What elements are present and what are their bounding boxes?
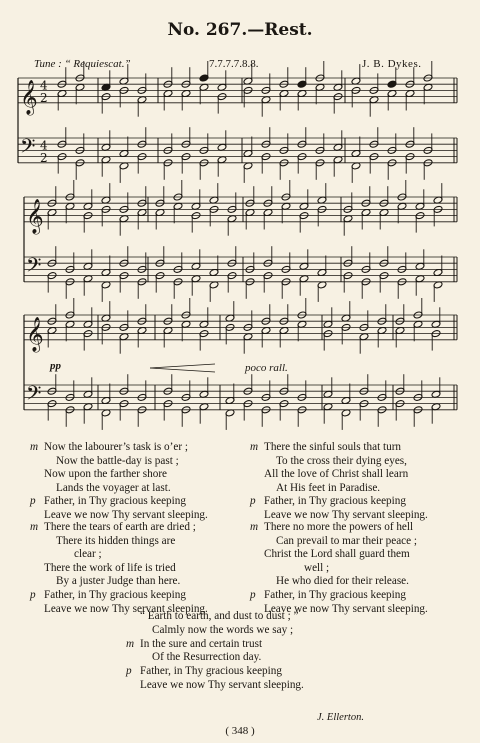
verse-text: Father, in Thy gracious keeping bbox=[264, 588, 406, 601]
verse-text: Father, in Thy gracious keeping bbox=[264, 495, 406, 508]
treble-clef: 𝄞 bbox=[26, 316, 44, 352]
verse-text: Leave we now Thy servant sleeping. bbox=[264, 602, 428, 615]
dynamic-mark: m bbox=[30, 521, 39, 533]
verse-line bbox=[30, 482, 242, 496]
verse-line bbox=[250, 521, 462, 535]
verse-text: Leave we now Thy servant sleeping. bbox=[44, 508, 208, 521]
verse-text: There no more the powers of hell bbox=[264, 521, 414, 533]
time-signature-top: 4 bbox=[40, 138, 48, 153]
verse-line bbox=[30, 455, 242, 469]
verse-text: There the work of life is tried bbox=[44, 561, 176, 574]
time-signature-bottom: 2 bbox=[40, 150, 48, 165]
verse-line bbox=[250, 455, 462, 469]
verse-line bbox=[250, 589, 462, 603]
page-number: ( 348 ) bbox=[225, 725, 255, 737]
metre: 7.7.7.7.8.8. bbox=[209, 58, 259, 70]
bass-clef: 𝄢 bbox=[26, 381, 42, 410]
dynamic-mark: p bbox=[30, 495, 36, 508]
verse-text: He who died for their release. bbox=[276, 575, 409, 588]
verse-text: At His feet in Paradise. bbox=[276, 481, 381, 494]
time-signature-top: 4 bbox=[40, 78, 48, 93]
verse-text: All the love of Christ shall learn bbox=[264, 468, 409, 481]
dynamic-mark: p bbox=[250, 588, 256, 601]
verse-text: Of the Resurrection day. bbox=[152, 651, 262, 664]
dynamic-mark: p bbox=[250, 495, 256, 508]
verse-text: Now the labourer’s task is o’er ; bbox=[44, 441, 188, 453]
verse-4 bbox=[250, 521, 462, 616]
verse-text: Father, in Thy gracious keeping bbox=[44, 495, 186, 508]
verse-2 bbox=[30, 521, 242, 616]
dynamic-mark: m bbox=[126, 637, 135, 650]
composer: J. B. Dykes. bbox=[362, 58, 422, 70]
verse-line bbox=[250, 482, 462, 496]
verse-text: There its hidden things are bbox=[56, 534, 176, 547]
verse-1 bbox=[30, 441, 242, 523]
dynamic-pp: pp bbox=[50, 360, 61, 372]
verse-line bbox=[250, 562, 462, 576]
verse-text: To the cross their dying eyes, bbox=[276, 454, 407, 467]
verse-text: “ Earth to earth, and dust to dust ; ” bbox=[140, 610, 299, 622]
verse-text: Father, in Thy gracious keeping bbox=[140, 665, 282, 678]
tune-label: Tune : bbox=[34, 58, 62, 70]
verse-line bbox=[140, 651, 304, 665]
verse-line bbox=[30, 495, 242, 509]
verse-text: Leave we now Thy servant sleeping. bbox=[44, 602, 208, 615]
verse-5 bbox=[126, 610, 304, 693]
verse-line bbox=[250, 441, 462, 455]
verse-text: Lands the voyager at last. bbox=[56, 481, 171, 494]
verse-text: In the sure and certain trust bbox=[140, 637, 263, 650]
verse-text: clear ; bbox=[74, 548, 102, 561]
verse-line bbox=[140, 624, 304, 638]
dynamic-mark: p bbox=[30, 588, 36, 601]
verse-line bbox=[30, 575, 242, 589]
treble-clef: 𝄞 bbox=[20, 79, 38, 115]
verse-line bbox=[140, 679, 304, 693]
hymn-title: No. 267.—Rest. bbox=[167, 20, 313, 40]
verse-line bbox=[30, 521, 242, 535]
verse-text: Calmly now the words we say ; bbox=[152, 623, 294, 636]
hairpin bbox=[150, 368, 215, 372]
verse-text: Father, in Thy gracious keeping bbox=[44, 588, 186, 601]
verse-line bbox=[250, 468, 462, 482]
poco-rall: poco rall. bbox=[245, 362, 288, 374]
verse-text: There the tears of earth are dried ; bbox=[44, 521, 196, 533]
hairpin bbox=[150, 364, 215, 368]
verse-line bbox=[250, 575, 462, 589]
verse-text: Leave we now Thy servant sleeping. bbox=[264, 508, 428, 521]
verse-line bbox=[126, 637, 304, 652]
dynamic-mark: m bbox=[30, 441, 39, 453]
verse-line bbox=[250, 495, 462, 509]
dynamic-mark: p bbox=[126, 665, 132, 678]
verse-text: Can prevail to mar their peace ; bbox=[276, 534, 418, 547]
verse-line bbox=[30, 468, 242, 482]
bass-clef: 𝄢 bbox=[20, 134, 36, 163]
verse-text: By a juster Judge than here. bbox=[56, 575, 181, 588]
verse-line bbox=[30, 548, 242, 562]
verse-line bbox=[30, 441, 242, 455]
verse-line bbox=[30, 589, 242, 603]
verse-line bbox=[30, 535, 242, 549]
treble-clef: 𝄞 bbox=[26, 198, 44, 234]
verse-text: well ; bbox=[304, 561, 330, 574]
verse-3 bbox=[250, 441, 462, 523]
verse-line bbox=[140, 610, 304, 624]
verse-line bbox=[126, 665, 304, 679]
dynamic-mark: m bbox=[250, 521, 259, 533]
verse-text: Now the battle-day is past ; bbox=[56, 454, 179, 467]
verse-line bbox=[250, 548, 462, 562]
verse-text: Christ the Lord shall guard them bbox=[264, 548, 410, 561]
dynamic-mark: m bbox=[250, 441, 259, 453]
tune-name: “ Requiescat.” bbox=[64, 58, 131, 70]
verse-text: Now upon the farther shore bbox=[44, 468, 168, 481]
verse-text: Leave we now Thy servant sleeping. bbox=[140, 678, 304, 691]
bass-clef: 𝄢 bbox=[26, 253, 42, 282]
verse-line bbox=[30, 562, 242, 576]
verse-text: There the sinful souls that turn bbox=[264, 441, 402, 453]
verse-line bbox=[250, 535, 462, 549]
time-signature-bottom: 2 bbox=[40, 90, 48, 105]
author: J. Ellerton. bbox=[317, 712, 364, 723]
